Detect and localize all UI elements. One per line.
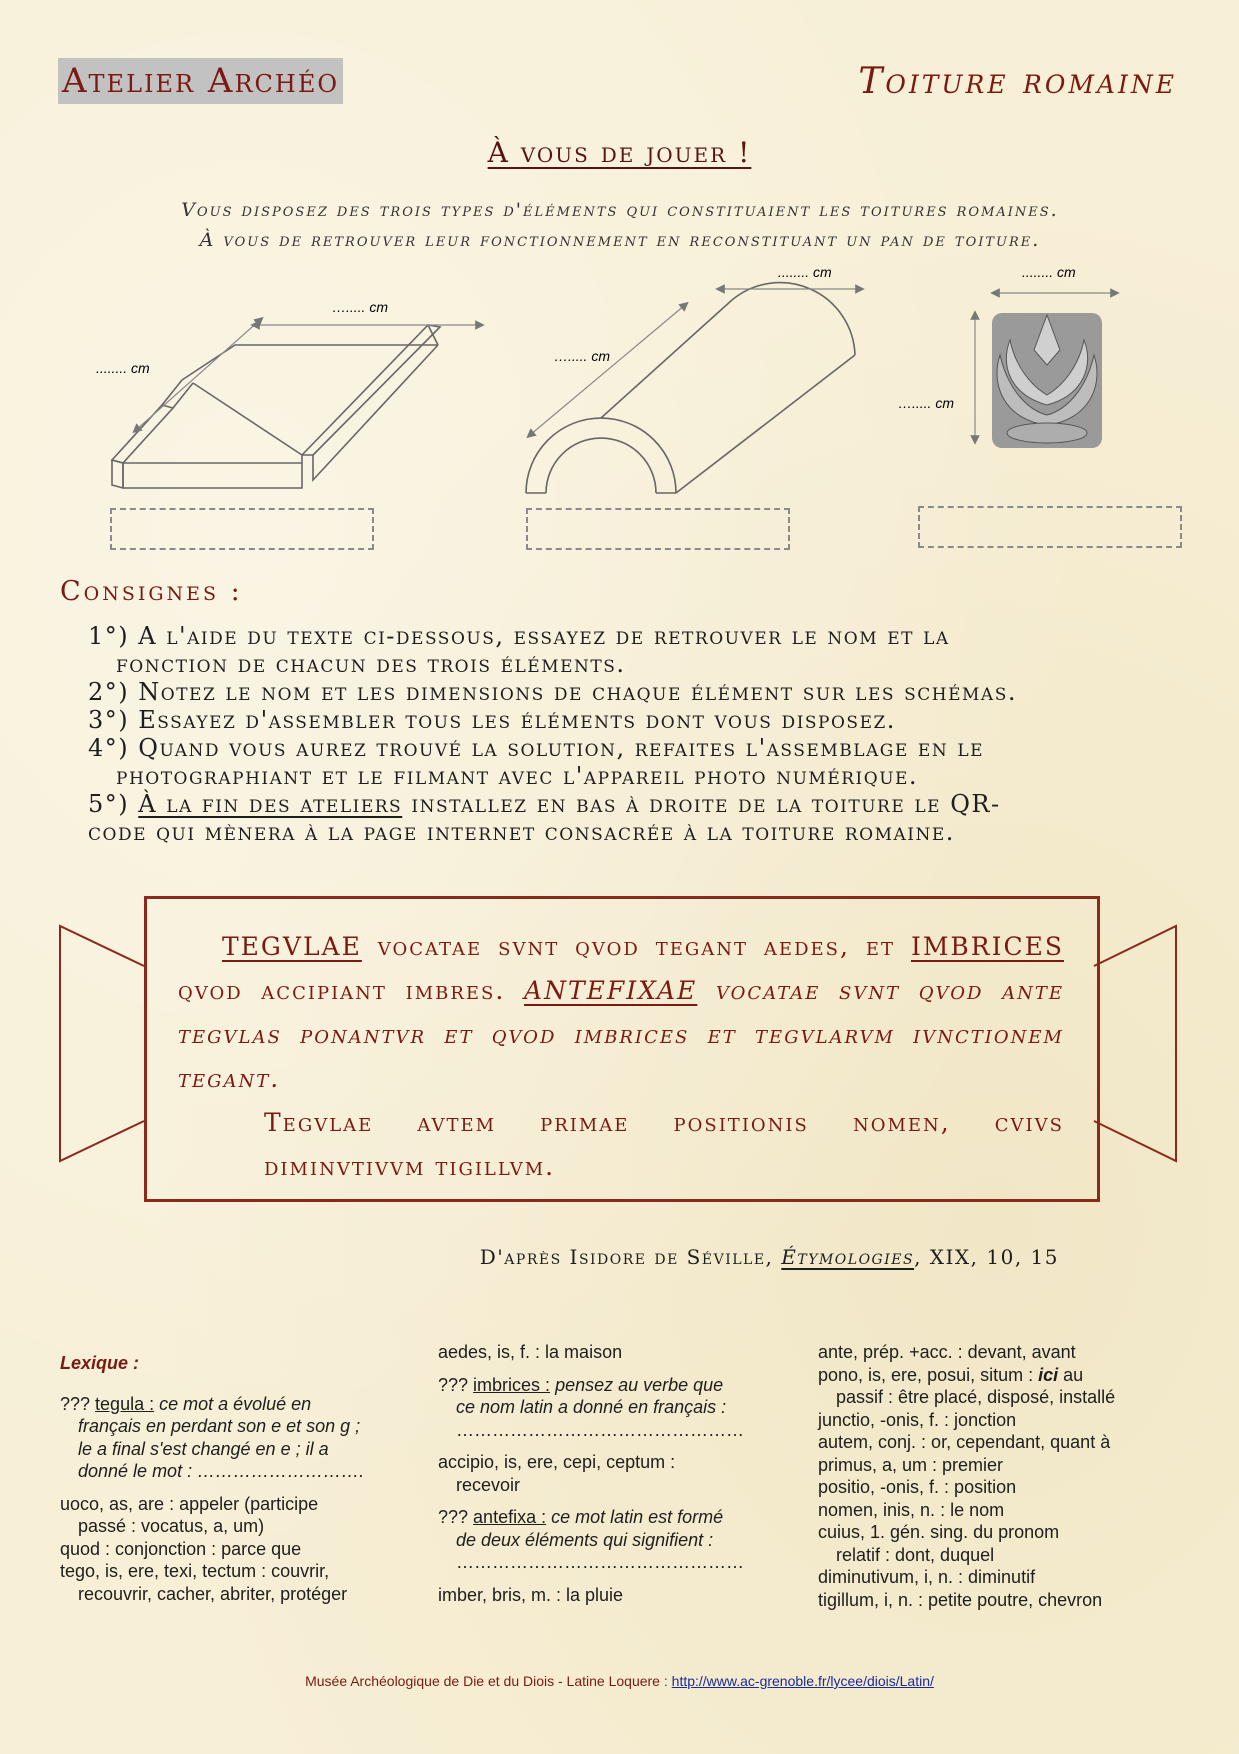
lex-ante: ante, prép. +acc. : devant, avant xyxy=(818,1342,1076,1362)
lex-diminutivum: diminutivum, i, n. : diminutif xyxy=(818,1567,1036,1587)
imbrex-name-box[interactable] xyxy=(526,508,790,550)
consigne-5-rest: installez en bas à droite de la toiture le QR- xyxy=(402,790,1001,818)
consigne-4a: 4°) Quand vous aurez trouvé la solution, refaites l'assemblage en le xyxy=(88,734,985,762)
antefix-height-label: …..... cm xyxy=(898,395,954,411)
lex-uoco: uoco, as, are : appeler (participe xyxy=(60,1493,319,1514)
lex-pono-2: passif : être placé, disposé, installé xyxy=(836,1387,1116,1407)
consigne-4b: photographiant et le filmant avec l'appareil photo numérique. xyxy=(116,762,919,790)
lex-tigillum: tigillum, i, n. : petite poutre, chevron xyxy=(818,1589,1103,1610)
lex-junctio: junctio, -onis, f. : jonction xyxy=(818,1409,1017,1430)
consigne-5-underline: À la fin des ateliers xyxy=(138,790,403,818)
lex-antefixa xyxy=(438,1506,808,1529)
consigne-1b: fonction de chacun des trois éléments. xyxy=(116,650,626,678)
imbrex-width-label: …..... cm xyxy=(554,348,610,364)
intro-line-1: Vous disposez des trois types d'éléments qui constituaient les toitures romaines. xyxy=(181,199,1059,221)
tegula-length-label: …..... cm xyxy=(332,299,388,315)
lex-positio: positio, -onis, f. : position xyxy=(818,1477,1017,1497)
lex-pono-ici: ici xyxy=(1038,1364,1059,1385)
lexique-title: Lexique : xyxy=(60,1353,140,1373)
latin-part-6: vocatae svnt qvod ante tegvlas ponantvr et qvod imbrices et tegvlarvm ivnctionem tegant. xyxy=(178,976,1064,1093)
intro-line-2: À vous de retrouver leur fonctionnement en reconstituant un pan de toiture. xyxy=(199,229,1041,251)
imbrex-drawing xyxy=(526,283,860,493)
lex-pono xyxy=(818,1364,1190,1387)
antefix-name-box[interactable] xyxy=(918,506,1182,548)
lex-accipio: accipio, is, ere, cepi, ceptum : xyxy=(438,1452,676,1472)
footer xyxy=(0,1673,1239,1689)
source-citation xyxy=(480,1245,1059,1269)
latin-part-2: vocatae svnt qvod tegant aedes, et xyxy=(361,932,911,961)
tegula-drawing xyxy=(112,320,480,488)
lexique-col-1 xyxy=(60,1352,430,1605)
consigne-5-num: 5°) xyxy=(88,790,139,818)
consignes-title: Consignes : xyxy=(60,576,243,607)
consigne-5b: code qui mènera à la page internet consacrée à la toiture romaine. xyxy=(88,818,955,846)
latin-imbrices: IMBRICES xyxy=(910,932,1064,961)
lex-antefixa-blank: ………………………………………… xyxy=(456,1552,744,1572)
source-work: Étymologies xyxy=(781,1245,915,1269)
lex-antefixa-q: ??? xyxy=(438,1507,474,1527)
latin-part-4: qvod accipiant imbres. xyxy=(178,976,525,1005)
lex-tegula-hint-3: le a final s'est changé en e ; il a xyxy=(78,1438,329,1459)
tegula-name-box[interactable] xyxy=(110,508,374,550)
antefix-width-label: ........ cm xyxy=(1022,264,1076,280)
latin-tegulae: TEGVLAE xyxy=(222,932,362,961)
tegula-width-label: ........ cm xyxy=(96,360,150,376)
latin-text xyxy=(178,925,1064,1189)
source-pre: D'après Isidore de Séville, xyxy=(479,1245,782,1269)
consignes-list xyxy=(88,622,1168,846)
lex-accipio-2: recevoir xyxy=(456,1474,521,1495)
lex-imbrices-hint-2: ce nom latin a donné en français : xyxy=(456,1397,727,1417)
consigne-3: 3°) Essayez d'assembler tous les éléments dont vous disposez. xyxy=(88,706,896,734)
consigne-2: 2°) Notez le nom et les dimensions de chaque élément sur les schémas. xyxy=(88,678,1017,706)
subtitle xyxy=(0,136,1239,169)
lex-pono-c: au xyxy=(1058,1364,1084,1385)
lex-imber: imber, bris, m. : la pluie xyxy=(438,1584,624,1605)
lex-nomen: nomen, inis, n. : le nom xyxy=(818,1499,1005,1520)
lex-antefixa-word: antefixa : xyxy=(473,1507,547,1527)
lex-imbrices-blank: ………………………………………… xyxy=(456,1419,744,1440)
subtitle-text: À vous de jouer ! xyxy=(487,136,752,169)
lex-imbrices-hint: pensez au verbe que xyxy=(550,1374,724,1395)
lex-pono-a: pono, is, ere, posui, situm : xyxy=(818,1364,1039,1385)
lex-cuius-2: relatif : dont, duquel xyxy=(836,1544,995,1565)
lex-imbrices-q: ??? xyxy=(438,1374,474,1395)
imbrex-length-label: ........ cm xyxy=(778,264,832,280)
lexique-col-2 xyxy=(438,1341,808,1606)
latin-second-paragraph: Tegvlae avtem primae positionis nomen, cvivs diminvtivvm tigillvm. xyxy=(264,1108,1064,1181)
lex-autem: autem, conj. : or, cependant, quant à xyxy=(818,1432,1111,1452)
lex-uoco-2: passé : vocatus, a, um) xyxy=(78,1516,265,1536)
intro-text xyxy=(60,195,1180,255)
footer-text: Musée Archéologique de Die et du Diois - Latine Loquere : xyxy=(305,1673,672,1689)
header-left-title: Atelier Archéo xyxy=(58,58,343,104)
lex-antefixa-hint: ce mot latin est formé xyxy=(546,1507,724,1527)
consigne-5a xyxy=(88,790,1168,818)
lex-tegula-word: tegula : xyxy=(95,1393,155,1414)
lex-aedes: aedes, is, f. : la maison xyxy=(438,1342,623,1362)
lex-tego-2: recouvrir, cacher, abriter, protéger xyxy=(78,1583,348,1604)
source-post: , XIX, 10, 15 xyxy=(914,1245,1059,1269)
lexique-col-3 xyxy=(818,1341,1190,1611)
lex-imbrices xyxy=(438,1374,808,1397)
lex-tegula-hint: ce mot a évolué en xyxy=(154,1393,312,1414)
lex-primus: primus, a, um : premier xyxy=(818,1454,1004,1475)
lex-tegula-hint-4: donné le mot : ………………………. xyxy=(78,1461,365,1481)
consigne-1a: 1°) A l'aide du texte ci-dessous, essayez de retrouver le nom et la xyxy=(88,622,950,650)
lex-antefixa-hint-2: de deux éléments qui signifient : xyxy=(456,1529,714,1550)
lex-tego: tego, is, ere, texi, tectum : couvrir, xyxy=(60,1561,330,1581)
footer-link[interactable]: http://www.ac-grenoble.fr/lycee/diois/Latin/ xyxy=(671,1673,934,1689)
antefix-drawing xyxy=(975,293,1115,448)
lex-imbrices-word: imbrices : xyxy=(473,1374,551,1395)
lex-tegula xyxy=(60,1393,430,1416)
lex-cuius: cuius, 1. gén. sing. du pronom xyxy=(818,1522,1060,1542)
lex-quod: quod : conjonction : parce que xyxy=(60,1538,302,1559)
lex-tegula-q: ??? xyxy=(60,1393,96,1414)
header-right-title: Toiture romaine xyxy=(858,61,1177,102)
latin-antefixae: ANTEFIXAE xyxy=(524,976,698,1005)
lex-tegula-hint-2: français en perdant son e et son g ; xyxy=(78,1416,361,1436)
